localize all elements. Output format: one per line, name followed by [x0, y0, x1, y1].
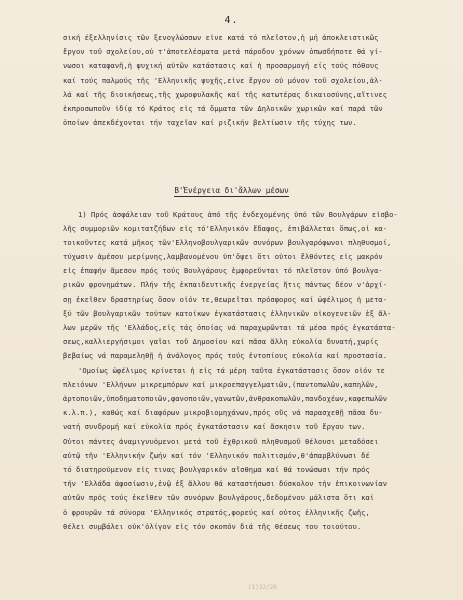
- text-line: λῆς συμμοριῶν κομιτατζήδων εἰς τό'Ελληνικόν ἔδαφος, ἐπιβάλλεται ὅπως,οἱ κα-: [63, 225, 388, 233]
- text-line: ξύ τῶν βουλγαρικῶν τούτων κατοίκων ἐγκατάστασις ἑλληνικῶν οἰκογενειῶν ἐξ ἄλ-: [63, 310, 392, 318]
- text-line: εἰς ἐπαφήν ἄμεσον πρός τούς Βουλγάρους ἐμφορεῦνται τό πλεῖστον ὑπό βουλγα-: [63, 267, 383, 275]
- section-heading: [0, 186, 463, 195]
- text-line: ὁ φρουρῶν τά σύνορα 'Ελληνικός στρατός,φορεύς καί οὗτος ἑλληνικῆς ζωῆς,: [63, 509, 370, 517]
- section-heading-text: Β'Ἐνέργεια δι'ἄλλων μέσων: [174, 186, 289, 195]
- text-line: τό διατηρούμενον εἰς τινας βουλγαρικόν αἴσθημα καί θά τονώσωσι τήν πρός: [63, 466, 370, 474]
- text-line: ἀρτοποιῶν,ὑποδηματοποιῶν,φανοποιῶν,γανωτῶν,ἀνθρακοπωλῶν,πανδοχέων,καφεπωλῶν: [63, 395, 388, 403]
- text-line: σεως,καλλιεργήσιμοι γαῖαι τοῦ Δημοσίου καί πᾶσα ἄλλη εὐκολία δυνατή,χωρίς: [63, 338, 379, 346]
- text-line: κ.λ.π.), καθώς καί διαφόρων μικροβιομηχάνων,πρός οὕς νά παρασχεθῇ πᾶσα δυ-: [63, 409, 383, 417]
- text-line: πλειόνων 'Ελλήνων μικρεμπόρων καί μικροεπαγγελματιῶν,(παντοπωλῶν,καπηλῶν,: [63, 381, 379, 389]
- text-line: θέλει συμβάλει οὐκ'ὀλίγον εἰς τόν σκοπόν διά τῆς θέσεως του τοιούτου.: [63, 523, 362, 531]
- text-line: σική έξελληνίσις τῶν ξενογλώσσων εἶνε κατά τό πλεῖστον,ἡ μή ἀποκλειστικῶς: [63, 34, 379, 42]
- archive-stamp: (1)32/26: [248, 584, 277, 591]
- text-line: ρικῶν φρονημάτων. Πλήν τῆς ἐκπαιδευτικῆς ἐνεργείας ἥτις πάντως δέον ν'ἀρχί-: [63, 281, 388, 289]
- text-line: λων μερῶν τῆς 'Ελλάδος,εἰς τάς ὁποίας νά παραχωρῶνται τά μέσα πρός ἐγκατάστα-: [63, 324, 396, 332]
- text-line: ἔργον τοῦ σχολείου,οὐ τ'ἀποτελέσματα μετά πάροδον χρόνων ὁπωσδήποτε θά γί-: [63, 48, 383, 56]
- text-line: καί τούς παλμούς τῆς 'Ελληνικῆς ψυχῆς,εἶνε ἔργον οὐ μόνον τοῦ σχολείου,ἀλ-: [63, 77, 383, 85]
- text-line: νωσοι καταφανῆ,ἡ ψυχική αὐτῶν κατάστασις καί ἡ προσαρμογή είς τούς πόθους: [63, 62, 379, 70]
- text-line: Οὗτοι πάντες ἀναμιγνυόμενοι μετά τοῦ ἐχθρικοῦ πληθυσμοῦ θέλουσι μεταδόσει: [63, 438, 379, 446]
- text-line: τοικοῦντες κατά μῆκος τῶν'Ελληνοβουλγαρικῶν συνόρων βουλγαρόφωνοι πληθυσμοί,: [63, 239, 392, 247]
- text-line: τύχωσιν ἀμέσου μερίμνης,λαμβανομένου ὑπ'ὄψει ὅτι οὗτοι ἔλθόντες εἰς μακρόν: [63, 253, 383, 261]
- text-line: βεβαίως νά παραμεληθῇ ἡ ἀνάλογος πρός τούς ἐντοπίους εὐκολία καί προστασία.: [63, 352, 388, 360]
- text-line: λά καί τῆς διοικήσεως,τῆς χωροφυλακῆς καί τῆς κατωτέρας δικαιοσύνης,αἵτινες: [63, 91, 388, 99]
- text-line: σῃ ἐκεῖθεν δραστηρίως ὅσον οἷόν τε,θεωρεῖται πρόσφορος καί ὠφέλιμος ἡ μετα-: [63, 296, 388, 304]
- text-line: 'Ομοίως ὠφέλιμος κρίνεται ἡ εἰς τά μέρη ταῦτα ἐγκατάστασις ὅσον οἷόν τε: [78, 367, 385, 375]
- text-line: αὐτῷ τῆν 'Ελληνικήν ζωήν καί τόν 'Ελληνικόν πολιτισμόν,θ'ἀπαρβλύνωσι δέ: [63, 452, 370, 460]
- text-line: ὁποίων ἀπεκδέχονται τήν ταχεῖαν καί ριζικήν βελτίωσιν τῆς τύχης των.: [63, 119, 357, 127]
- text-line: αὐτῶν πρός τούς ἐκεῖθεν τῶν συνόρων βουλγάρους,δεδομένου μάλιστα ὅτι καί: [63, 494, 375, 502]
- text-line: νατή συνδρομή καί εὐκολία πρός ἐγκατάστασιν καί ἄσκησιν τοῦ ἔργου των.: [63, 423, 366, 431]
- text-line: ἐκπροσωποῦν ἰδίᾳ τό Κράτος εἰς τά ὄμματα τῶν Δηλοικῶν χωρικῶν καί παρά τῶν: [63, 105, 383, 113]
- text-line: τήν 'Ελλάδα ἀφοσίωσιν,ἐνῷ ἐξ ἄλλου θά καταστήσωσι δύσκολον τήν ἐπικοινωνίαν: [63, 480, 388, 488]
- text-line: 1) Πρός ἀσφάλειαν τοῦ Κράτους ἀπό τῆς ἐνδεχομένης ὑπό τῶν Βουλγάρων εἰσβο-: [78, 211, 398, 219]
- page-number: 4.: [224, 15, 239, 26]
